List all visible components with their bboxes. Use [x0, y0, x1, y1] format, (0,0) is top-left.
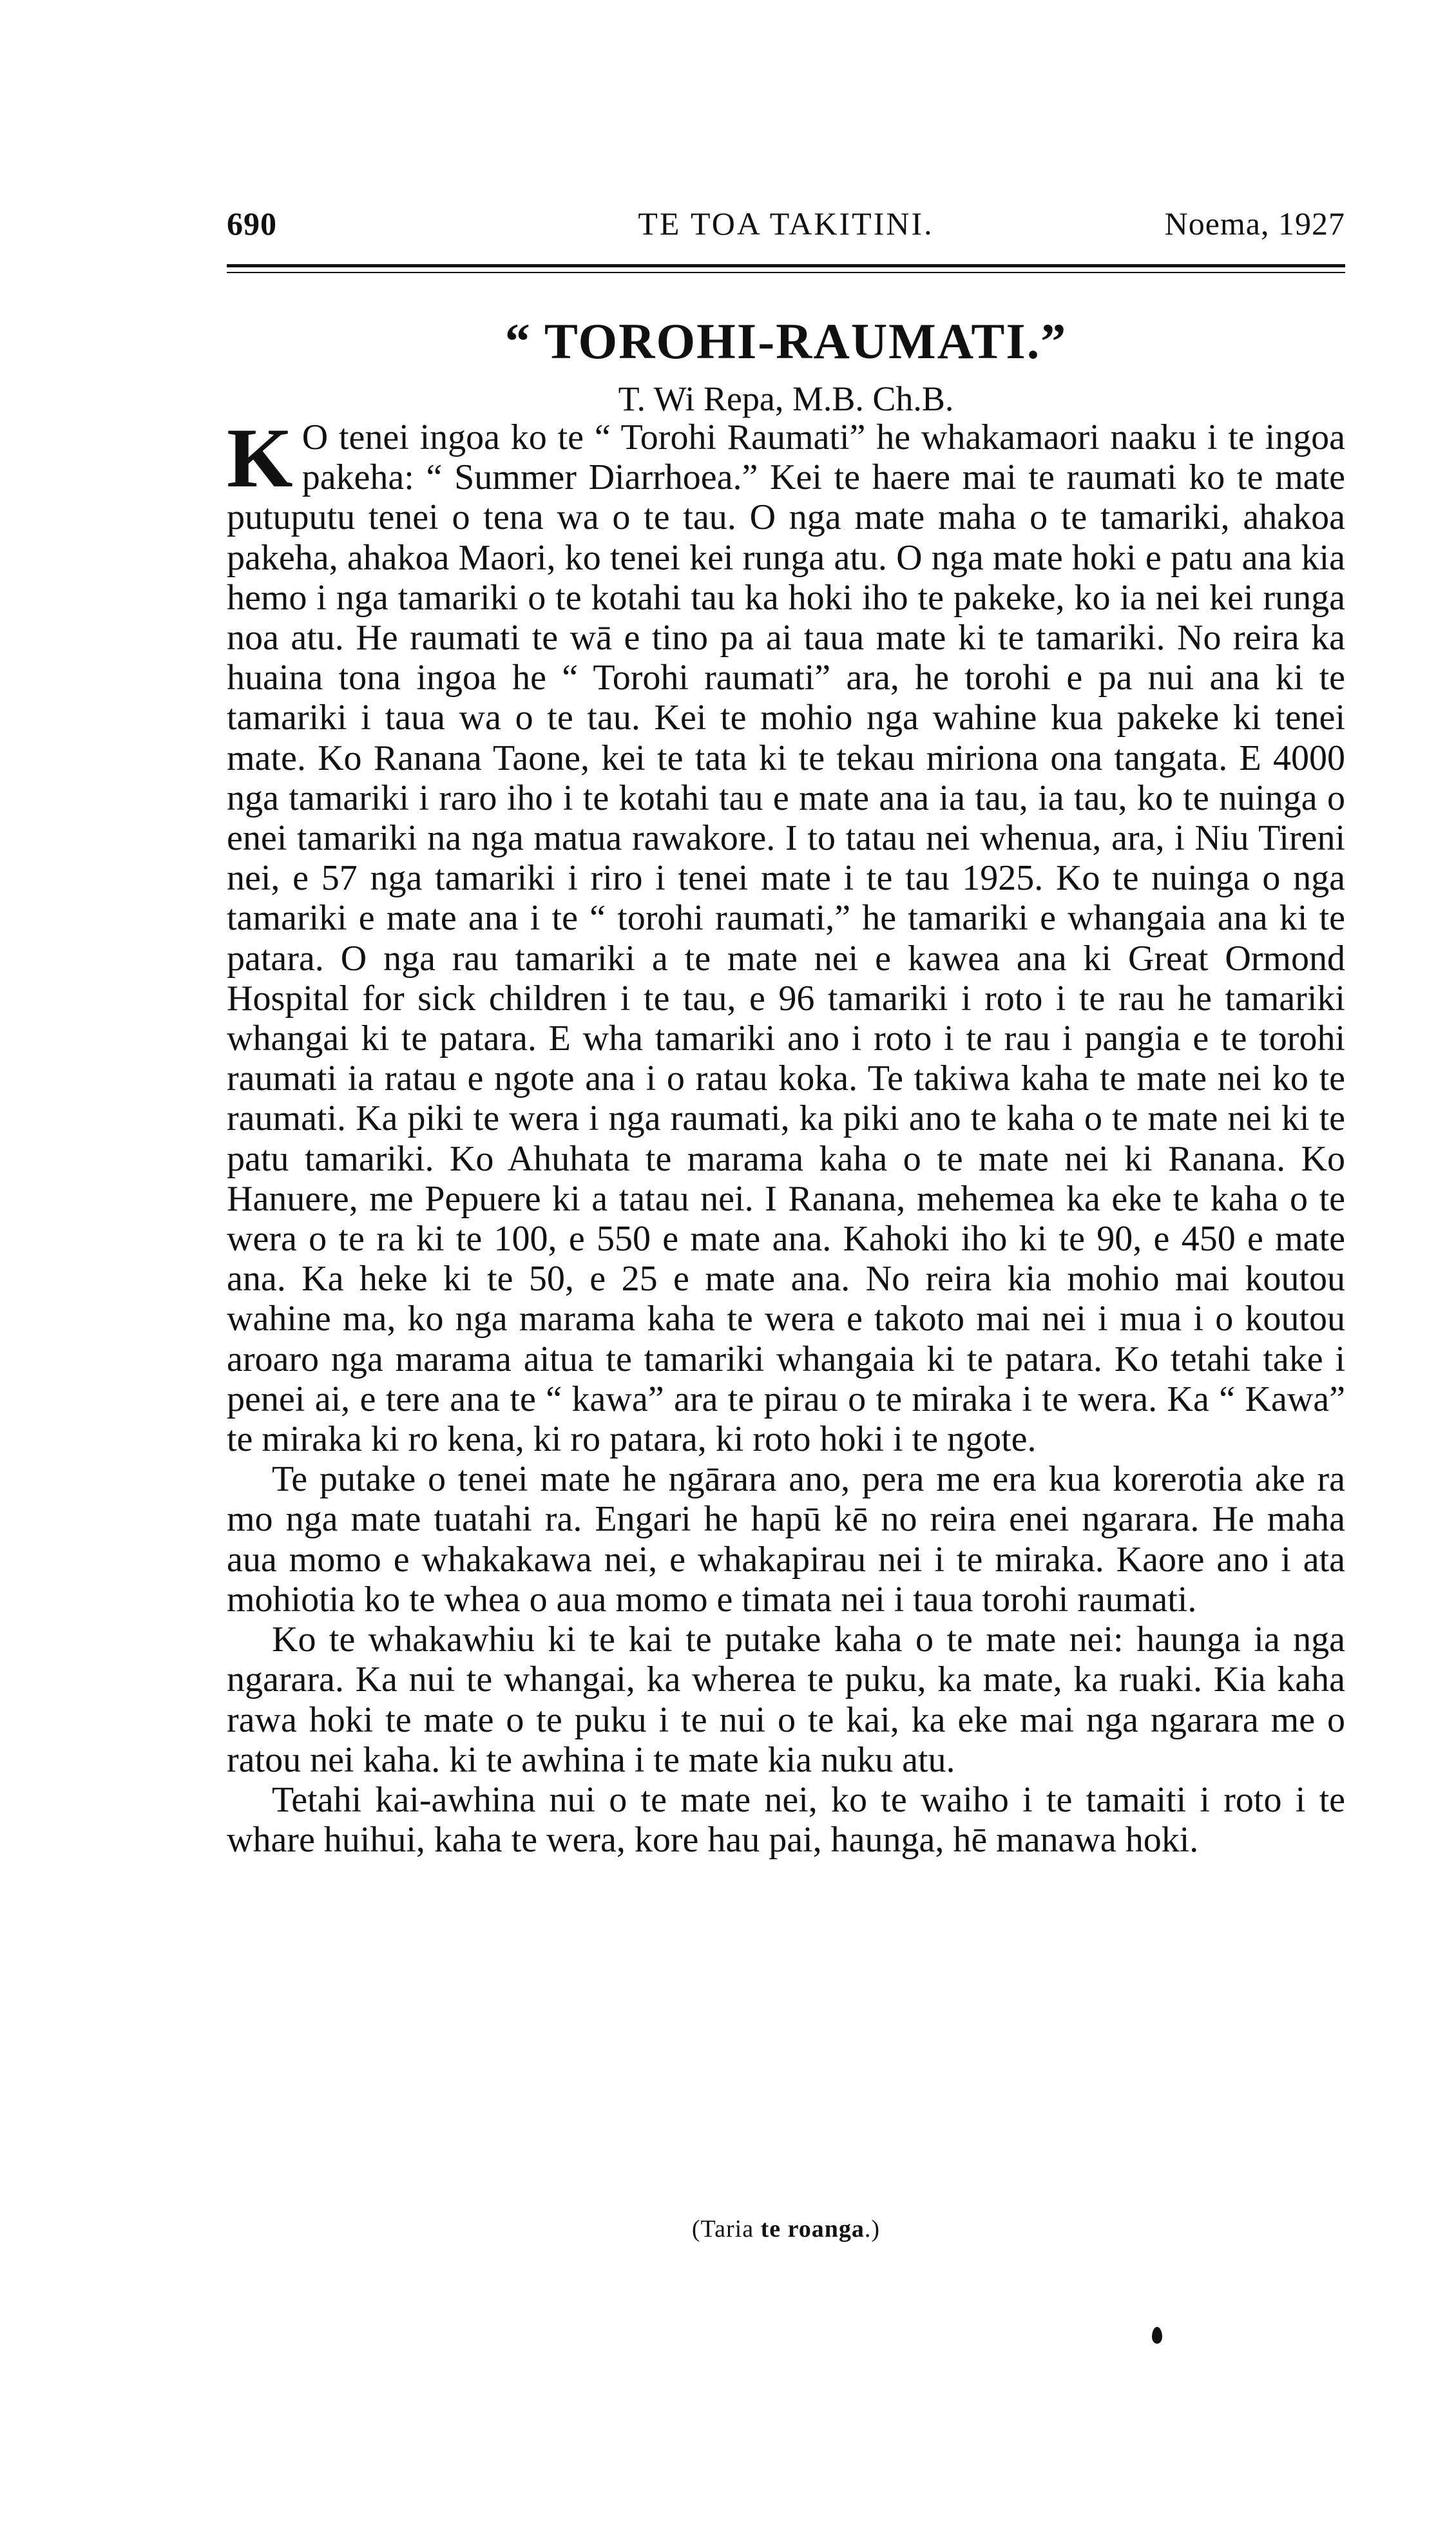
paragraph-1-text: O tenei ingoa ko te “ Torohi Raumati” he whakamaori naaku i te ingoa pakeha: “ Summer Diarrhoea.” Kei te haere mai te raumati ko te mate putuputu tenei o tena wa o te tau. O nga mate maha o te tamariki, ahakoa pakeha, ahakoa Maori, ko tenei kei runga atu. O nga mate hoki e patu ana kia hemo i nga tamariki o te kotahi tau ka hoki iho te pakeke, ko ia nei kei runga noa atu. He raumati te wā e tino pa ai taua mate ki te tamariki. No reira ka huaina tona ingoa he “ Torohi raumati” ara, he torohi e pa nui ana ki te tamariki i taua wa o te tau. Kei te mohio nga wahine kua pakeke ki tenei mate. Ko Ranana Taone, kei te tata ki te tekau miriona ona tangata. E 4000 nga tamariki i raro iho i te kotahi tau e mate ana ia tau, ia tau, ko te nuinga o enei tamariki na nga matua rawakore. I to tatau nei whenua, ara, i Niu Tireni nei, e 57 nga tamariki i riro i tenei mate i te tau 1925. Ko te nuinga o nga tamariki e mate ana i te “ torohi raumati,” he tamariki e whangaia ana ki te patara. O nga rau tamariki a te mate nei e kawea ana ki Great Ormond Hospital for sick children i te tau, e 96 tamariki i roto i te rau he tamariki whangai ki te patara. E wha tamariki ano i roto i te rau i pangia e te torohi raumati ia ratau e ngote ana i o ratau koka. Te takiwa kaha te mate nei ko te raumati. Ka piki te wera i nga raumati, ka piki ano te kaha o te mate nei ki te patu tamariki. Ko Ahuhata te marama kaha o te mate nei ki Ranana. Ko Hanuere, me Pepuere ki a tatau nei. I Ranana, mehemea ka eke te kaha o te wera o te ra ki te 100, e 550 e mate ana. Kahoki iho ki te 90, e 450 e mate ana. Ka heke ki te 50, e 25 e mate ana. No reira kia mohio mai koutou wahine ma, ko nga marama kaha te wera e takoto mai nei i mua i o koutou aroaro nga marama aitua te tamariki whangaia ki te patara. Ko tetahi take i penei ai, e tere ana te “ kawa” ara te pirau o te miraka i te wera. Ka “ Kawa” te miraka ki ro kena, ki ro patara, ki roto hoki i te ngote. — [227, 417, 1345, 1460]
page-number: 690 — [227, 206, 277, 242]
drop-cap: K — [227, 410, 293, 505]
header-rule-thin — [227, 272, 1345, 273]
article-title: “ TOROHI-RAUMATI.” — [504, 313, 1068, 369]
publication-title: TE TOA TAKITINI. — [638, 206, 934, 242]
paragraph-2: Te putake o tenei mate he ngārara ano, pera me era kua korerotia ake ra mo nga mate tuatahi ra. Engari he hapū kē no reira enei ngarara. He maha aua momo e whakakawa nei, e whakapirau nei i te miraka. Kaore ano i ata mohiotia ko te whea o aua momo e timata nei i taua torohi raumati. — [227, 1459, 1345, 1620]
issue-date: Noema, 1927 — [1164, 206, 1345, 242]
continued-suffix: .) — [864, 2215, 881, 2243]
ornament-mark — [1152, 2327, 1162, 2344]
article-author: T. Wi Repa, M.B. Ch.B. — [618, 379, 954, 418]
continued-bold: te roanga — [760, 2215, 865, 2243]
running-header — [227, 205, 1345, 250]
paragraph-3: Ko te whakawhiu ki te kai te putake kaha o te mate nei: haunga ia nga ngarara. Ka nui te whangai, ka wherea te puku, ka mate, ka ruaki. Kia kaha rawa hoki te mate o te puku i te nui o te kai, ka eke mai nga ngarara me o ratou nei kaha. ki te awhina i te mate kia nuku atu. — [227, 1620, 1345, 1780]
paragraph-1 — [227, 410, 1345, 1460]
continued-prefix: (Taria — [691, 2215, 761, 2243]
header-rule-thick — [227, 264, 1345, 267]
paragraph-4: Tetahi kai-awhina nui o te mate nei, ko te waiho i te tamaiti i roto i te whare huihui, kaha te wera, kore hau pai, haunga, hē manawa hoki. — [227, 1779, 1345, 1861]
article-body — [227, 410, 1345, 1861]
continued-note — [227, 2215, 1345, 2243]
